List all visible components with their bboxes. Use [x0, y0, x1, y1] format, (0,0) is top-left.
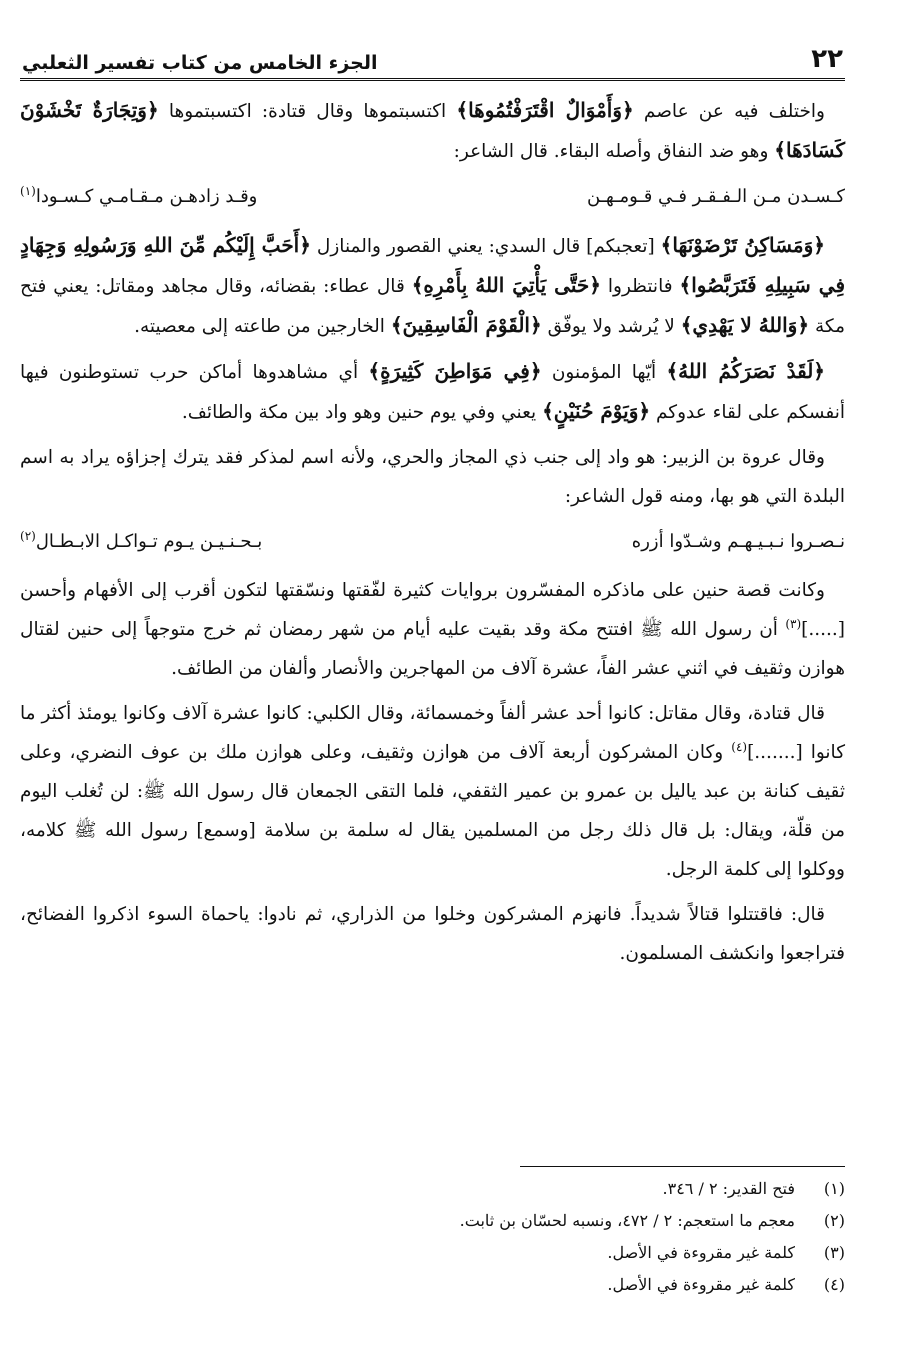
verse-text: بـحـنـيـن يـوم تـواكـل الابـطـال: [35, 531, 263, 552]
quran-quote: ﴿وَمَسَاكِنُ تَرْضَوْنَهَا﴾: [660, 233, 826, 257]
text-run: [تعجبكم] قال السدي: يعني القصور والمنازل: [310, 236, 661, 257]
footnote-number: (٢): [823, 1211, 845, 1230]
footnote-ref[interactable]: (٢): [20, 529, 36, 543]
footnote-text: كلمة غير مقروءة في الأصل.: [607, 1243, 795, 1262]
footnote-number: (٤): [823, 1275, 845, 1294]
quran-quote: ﴿حَتَّى يَأْتِيَ اللهُ بِأَمْرِهِ﴾: [411, 273, 601, 297]
quran-quote: ﴿فِي مَوَاطِنَ كَثِيرَةٍ﴾: [368, 359, 542, 383]
page-header: [20, 44, 845, 81]
verse-second-hemistich: [20, 522, 262, 561]
quran-quote: ﴿وَأَمْوَالٌ اقْتَرَفْتُمُوهَا﴾: [456, 98, 634, 122]
footnote-item: [58, 1205, 845, 1237]
footnote-divider: [520, 1166, 845, 1167]
quran-quote: ﴿وَاللهُ لا يَهْدِي﴾: [680, 313, 810, 337]
main-text: [20, 91, 845, 973]
quran-quote: ﴿أَحَبَّ إِلَيْكُم مِّنَ اللهِ وَرَسُولِهِ وَجِهَادٍ فِي سَبِيلِهِ فَتَرَبَّصُوا﴾: [20, 233, 846, 297]
text-run: أي مشاهدوها أماكن حرب تستوطنون فيها أنفسكم على لقاء عدوكم: [20, 362, 845, 423]
text-run: وكان المشركون أربعة آلاف من هوازن وثقيف، وعلى هوازن ملك بن عوف النضري، وعلى ثقيف كنانة بن عبد ياليل بن عمرو بن عمير الثقفي، فلما التقى الجمعان قال رسول الله ﷺ: لن تُغلب اليوم من قلّة، ويقال: بل قال ذلك رجل من المسلمين يقال له سلمة بن سلامة [وسمع] رسول الله ﷺ كلامه، ووكلوا إلى كلمة الرجل.: [20, 742, 845, 880]
footnote-text: فتح القدير: ٢ / ٣٤٦.: [662, 1179, 795, 1198]
text-run: وهو ضد النفاق وأصله البقاء. قال الشاعر:: [453, 141, 775, 162]
verse-second-hemistich: [20, 177, 257, 216]
text-run: اكتسبتموها وقال قتادة: اكتسبتموها: [158, 101, 457, 122]
text-run: أن رسول الله ﷺ افتتح مكة وقد بقيت عليه أيام من شهر رمضان ثم خرج متوجهاً إلى حنين لقتال هوازن وثقيف في اثني عشر الفاً، عشرة آلاف من المهاجرين والأنصار وألفان من الطائف.: [20, 619, 845, 679]
paragraph-7: قال: فاقتتلوا قتالاً شديداً. فانهزم المشركون وخلوا من الذراري، ثم نادوا: ياحماة السوء اذكروا الفضائح، فتراجعوا وانكشف المسلمون.: [20, 904, 845, 964]
quran-quote: ﴿لَقَدْ نَصَرَكُمُ اللهُ﴾: [666, 359, 826, 383]
text-run: قال عطاء: بقضائه، وقال مجاهد ومقاتل: يعني فتح مكة: [20, 276, 845, 337]
footnote-ref[interactable]: (٣): [785, 616, 802, 631]
verse-text: وقـد زادهـن مـقـامـي كـسـودا: [35, 186, 258, 207]
quran-quote: ﴿وَتِجَارَةٌ تَخْشَوْنَ كَسَادَهَا﴾: [20, 98, 845, 162]
footnote-number: (١): [823, 1179, 845, 1198]
paragraph-3: [20, 352, 845, 432]
text-run: قال قتادة، وقال مقاتل: كانوا أحد عشر ألفاً وخمسمائة، وقال الكلبي: كانوا عشرة آلاف وكانوا يومئذ أكثر ما كانوا [.......]: [20, 703, 845, 763]
quran-quote: ﴿وَيَوْمَ حُنَيْنٍ﴾: [542, 399, 651, 423]
footnote-item: [58, 1269, 845, 1301]
paragraph-1: [20, 91, 845, 171]
page-number: ٢٢: [811, 44, 843, 74]
footnotes-section: [58, 1166, 845, 1301]
text-run: وكانت قصة حنين على ماذكره المفسّرون بروايات كثيرة لفّقتها ونسّقتها لتكون أقرب إلى الأفهام وأحسن [.....]: [20, 580, 845, 640]
poetry-verse-2: [20, 522, 845, 561]
text-run: يعني وفي يوم حنين وهو واد بين مكة والطائف.: [181, 402, 543, 423]
footnote-text: معجم ما استعجم: ٢ / ٤٧٢، ونسبه لحسّان بن ثابت.: [459, 1211, 795, 1230]
paragraph-4: وقال عروة بن الزبير: هو واد إلى جنب ذي المجاز والحري، ولأنه اسم لمذكر فقد يترك إجزاؤه يراد به اسم البلدة التي هو بها، ومنه قول الشاعر:: [20, 447, 845, 507]
footnote-item: [58, 1173, 845, 1205]
footnote-text: كلمة غير مقروءة في الأصل.: [607, 1275, 795, 1294]
text-run: الخارجين من طاعته إلى معصيته.: [134, 316, 391, 337]
quran-quote: ﴿الْقَوْمَ الْفَاسِقِينَ﴾: [390, 313, 542, 337]
footnote-ref[interactable]: (١): [20, 184, 36, 198]
verse-first-hemistich: نـصـروا نـبـيـهـم وشـدّوا أزره: [631, 531, 845, 552]
paragraph-6: [20, 694, 845, 889]
text-run: لا يُرشد ولا يوفّق: [541, 316, 681, 337]
paragraph-5: [20, 571, 845, 688]
text-run: أيّها المؤمنون: [541, 362, 667, 383]
footnote-number: (٣): [823, 1243, 845, 1262]
footnote-ref[interactable]: (٤): [731, 739, 748, 754]
paragraph-2: [20, 226, 845, 346]
running-title: الجزء الخامس من كتاب تفسير الثعلبي: [22, 52, 378, 74]
footnote-item: [58, 1237, 845, 1269]
poetry-verse-1: [20, 177, 845, 216]
verse-first-hemistich: كـسـدن مـن الـفـقـر فـي قـومـهـن: [586, 186, 845, 207]
text-run: فانتظروا: [600, 276, 680, 297]
text-run: واختلف فيه عن عاصم: [633, 101, 825, 122]
